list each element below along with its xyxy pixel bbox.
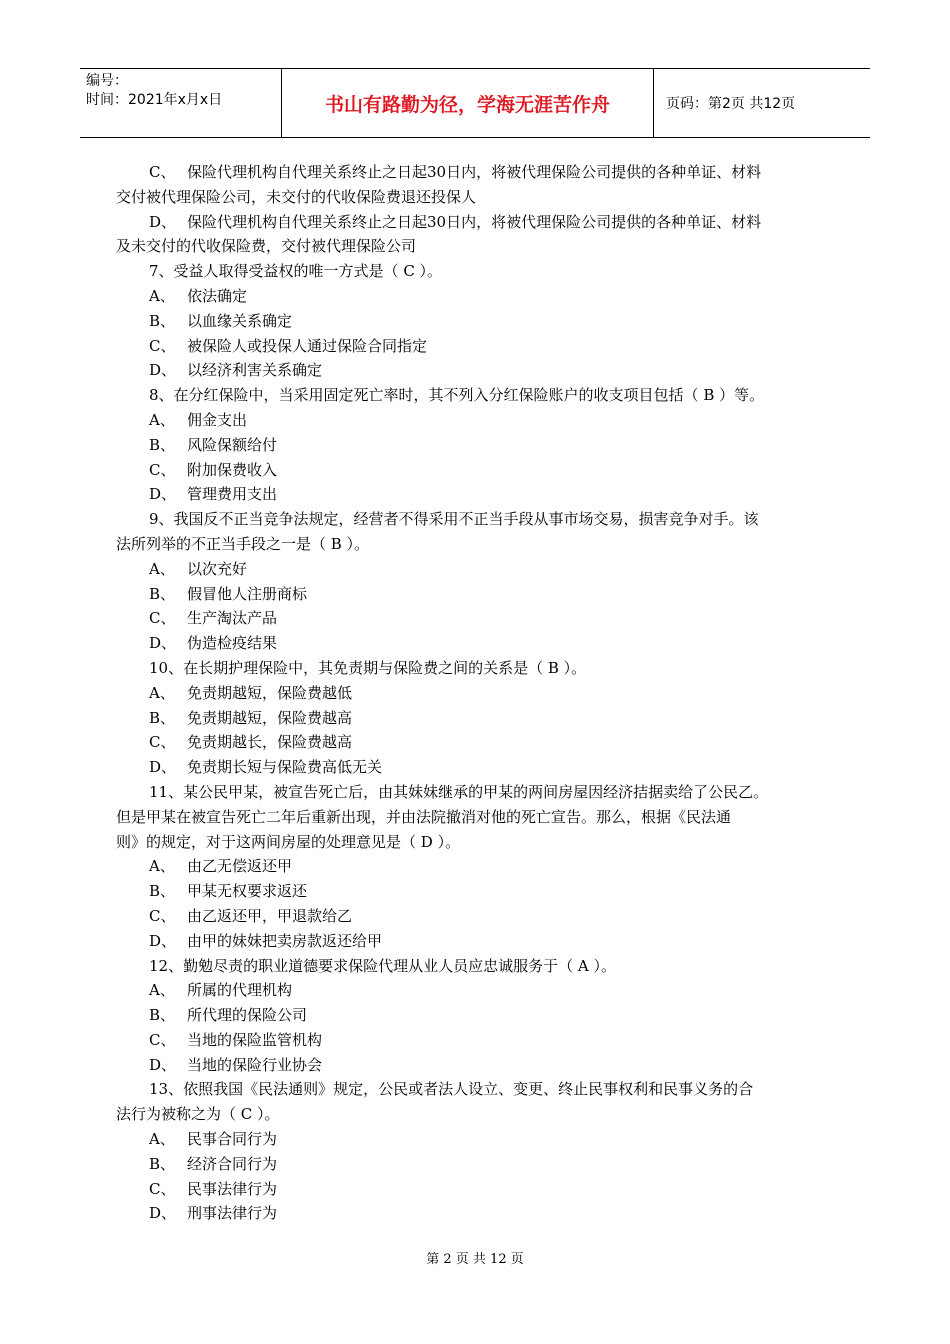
option-letter: B、 — [149, 882, 176, 901]
option-text: 被保险人或投保人通过保险合同指定 — [187, 336, 428, 355]
option-letter: A、 — [149, 1130, 175, 1149]
option-text: 当地的保险监管机构 — [187, 1030, 323, 1049]
option-letter: B、 — [149, 708, 176, 727]
option-letter: D、 — [149, 1055, 177, 1074]
option-letter: D、 — [149, 361, 177, 380]
question-9-option-d — [116, 631, 838, 656]
question-10-option-a — [116, 681, 838, 706]
option-letter: C、 — [149, 906, 176, 925]
question-8: 8、在分红保险中，当采用固定死亡率时，其不列入分红保险账户的收支项目包括（ B ）等。 — [149, 386, 765, 405]
option-text: 由乙返还甲，甲退款给乙 — [187, 906, 353, 925]
question-9-option-b — [116, 582, 838, 607]
option-letter: C、 — [149, 1179, 176, 1198]
option-text: 由甲的妹妹把卖房款返还给甲 — [187, 931, 383, 950]
question-11-option-b — [116, 879, 838, 904]
option-text: 当地的保险行业协会 — [187, 1055, 323, 1074]
question-12: 12、勤勉尽责的职业道德要求保险代理从业人员应忠诚服务于（ A ）。 — [149, 956, 616, 975]
question-10-option-c — [116, 730, 838, 755]
question-7-option-d — [116, 358, 838, 383]
document-body — [116, 160, 838, 1226]
option-text: 管理费用支出 — [187, 485, 278, 504]
option-text: 所属的代理机构 — [187, 981, 293, 1000]
option-letter: C、 — [149, 460, 176, 479]
question-7-option-c — [116, 334, 838, 359]
option-letter: D、 — [149, 758, 177, 777]
option-text: 免责期越短，保险费越低 — [187, 683, 353, 702]
option-text: 免责期越长，保险费越高 — [187, 733, 353, 752]
option-text: 保险代理机构自代理关系终止之日起30日内，将被代理保险公司提供的各种单证、材料 — [187, 163, 762, 181]
option-text: 以经济利害关系确定 — [187, 361, 323, 380]
option-c-continued-line2: 交付被代理保险公司，未交付的代收保险费退还投保人 — [116, 187, 477, 206]
question-10-option-b — [116, 706, 838, 731]
option-letter: C、 — [149, 733, 176, 752]
option-text: 以血缘关系确定 — [187, 311, 293, 330]
question-13-line2: 法行为被称之为（ C ）。 — [116, 1105, 280, 1124]
question-9-option-a — [116, 557, 838, 582]
option-letter: A、 — [149, 559, 175, 578]
option-text: 依法确定 — [187, 286, 248, 305]
option-text: 甲某无权要求返还 — [187, 882, 308, 901]
option-letter: C、 — [149, 1030, 176, 1049]
option-letter: A、 — [149, 857, 175, 876]
question-9: 9、我国反不正当竞争法规定，经营者不得采用不正当手段从事市场交易，损害竞争对手。该 — [149, 510, 759, 529]
option-text: 经济合同行为 — [187, 1154, 278, 1173]
question-7: 7、受益人取得受益权的唯一方式是（ C ）。 — [149, 262, 443, 281]
question-10-option-d — [116, 755, 838, 780]
option-text: 风险保额给付 — [187, 435, 278, 454]
header-motto: 书山有路勤为径，学海无涯苦作舟 — [282, 69, 654, 137]
question-12-option-d — [116, 1053, 838, 1078]
option-text: 保险代理机构自代理关系终止之日起30日内，将被代理保险公司提供的各种单证、材料 — [187, 212, 762, 231]
option-text: 民事合同行为 — [187, 1130, 278, 1149]
option-letter: B、 — [149, 1154, 176, 1173]
question-13-option-b — [116, 1152, 838, 1177]
question-8-option-d — [116, 482, 838, 507]
question-9-option-c — [116, 606, 838, 631]
option-c-continued — [116, 160, 838, 185]
question-11-line2: 但是甲某在被宣告死亡二年后重新出现，并由法院撤消对他的死亡宣告。那么，根据《民法通 — [116, 807, 732, 826]
option-text: 民事法律行为 — [187, 1179, 278, 1198]
question-11-option-c — [116, 904, 838, 929]
option-letter: C、 — [149, 609, 176, 628]
option-letter: A、 — [149, 410, 175, 429]
option-text: 由乙无偿返还甲 — [187, 857, 293, 876]
option-letter: C、 — [149, 336, 176, 355]
option-d-continued-line2: 及未交付的代收保险费，交付被代理保险公司 — [116, 237, 417, 256]
question-12-option-c — [116, 1028, 838, 1053]
option-letter: C、 — [149, 163, 176, 181]
question-13-option-c — [116, 1177, 838, 1202]
option-text: 假冒他人注册商标 — [187, 584, 308, 603]
option-text: 佣金支出 — [187, 410, 248, 429]
option-letter: D、 — [149, 212, 177, 231]
question-7-option-b — [116, 309, 838, 334]
option-text: 以次充好 — [187, 559, 248, 578]
header-page-info: 页码：第2页 共12页 — [666, 96, 796, 112]
option-text: 所代理的保险公司 — [187, 1006, 308, 1025]
option-text: 伪造检疫结果 — [187, 634, 278, 653]
option-letter: A、 — [149, 286, 175, 305]
option-letter: A、 — [149, 683, 175, 702]
question-11-option-a — [116, 854, 838, 879]
question-11-option-d — [116, 929, 838, 954]
option-letter: B、 — [149, 584, 176, 603]
option-text: 附加保费收入 — [187, 460, 278, 479]
option-text: 免责期越短，保险费越高 — [187, 708, 353, 727]
question-12-option-a — [116, 978, 838, 1003]
document-time-label: 时间：2021年x月x日 — [86, 92, 223, 108]
question-11: 11、某公民甲某，被宣告死亡后，由其妹妹继承的甲某的两间房屋因经济拮据卖给了公民乙。 — [149, 782, 769, 801]
question-7-option-a — [116, 284, 838, 309]
option-letter: D、 — [149, 931, 177, 950]
page-header — [80, 68, 870, 138]
option-letter: B、 — [149, 435, 176, 454]
option-letter: A、 — [149, 981, 175, 1000]
page-footer: 第 2 页 共 12 页 — [426, 1252, 524, 1267]
option-letter: D、 — [149, 485, 177, 504]
option-d-continued — [116, 210, 838, 235]
question-13-option-a — [116, 1127, 838, 1152]
option-letter: B、 — [149, 311, 176, 330]
option-letter: D、 — [149, 634, 177, 653]
option-text: 生产淘汰产品 — [187, 609, 278, 628]
option-text: 免责期长短与保险费高低无关 — [187, 758, 383, 777]
question-11-line3: 则》的规定，对于这两间房屋的处理意见是（ D ）。 — [116, 832, 461, 851]
question-13-option-d — [116, 1201, 838, 1226]
question-13: 13、依照我国《民法通则》规定，公民或者法人设立、变更、终止民事权利和民事义务的合 — [149, 1080, 754, 1099]
question-8-option-a — [116, 408, 838, 433]
option-text: 刑事法律行为 — [187, 1204, 278, 1223]
question-8-option-b — [116, 433, 838, 458]
question-9-line2: 法所列举的不正当手段之一是（ B ）。 — [116, 534, 370, 553]
option-letter: D、 — [149, 1204, 177, 1223]
option-letter: B、 — [149, 1006, 176, 1025]
question-12-option-b — [116, 1003, 838, 1028]
document-number-label: 编号： — [86, 73, 128, 89]
header-meta — [80, 69, 282, 137]
question-8-option-c — [116, 458, 838, 483]
question-10: 10、在长期护理保险中，其免责期与保险费之间的关系是（ B ）。 — [149, 658, 587, 677]
